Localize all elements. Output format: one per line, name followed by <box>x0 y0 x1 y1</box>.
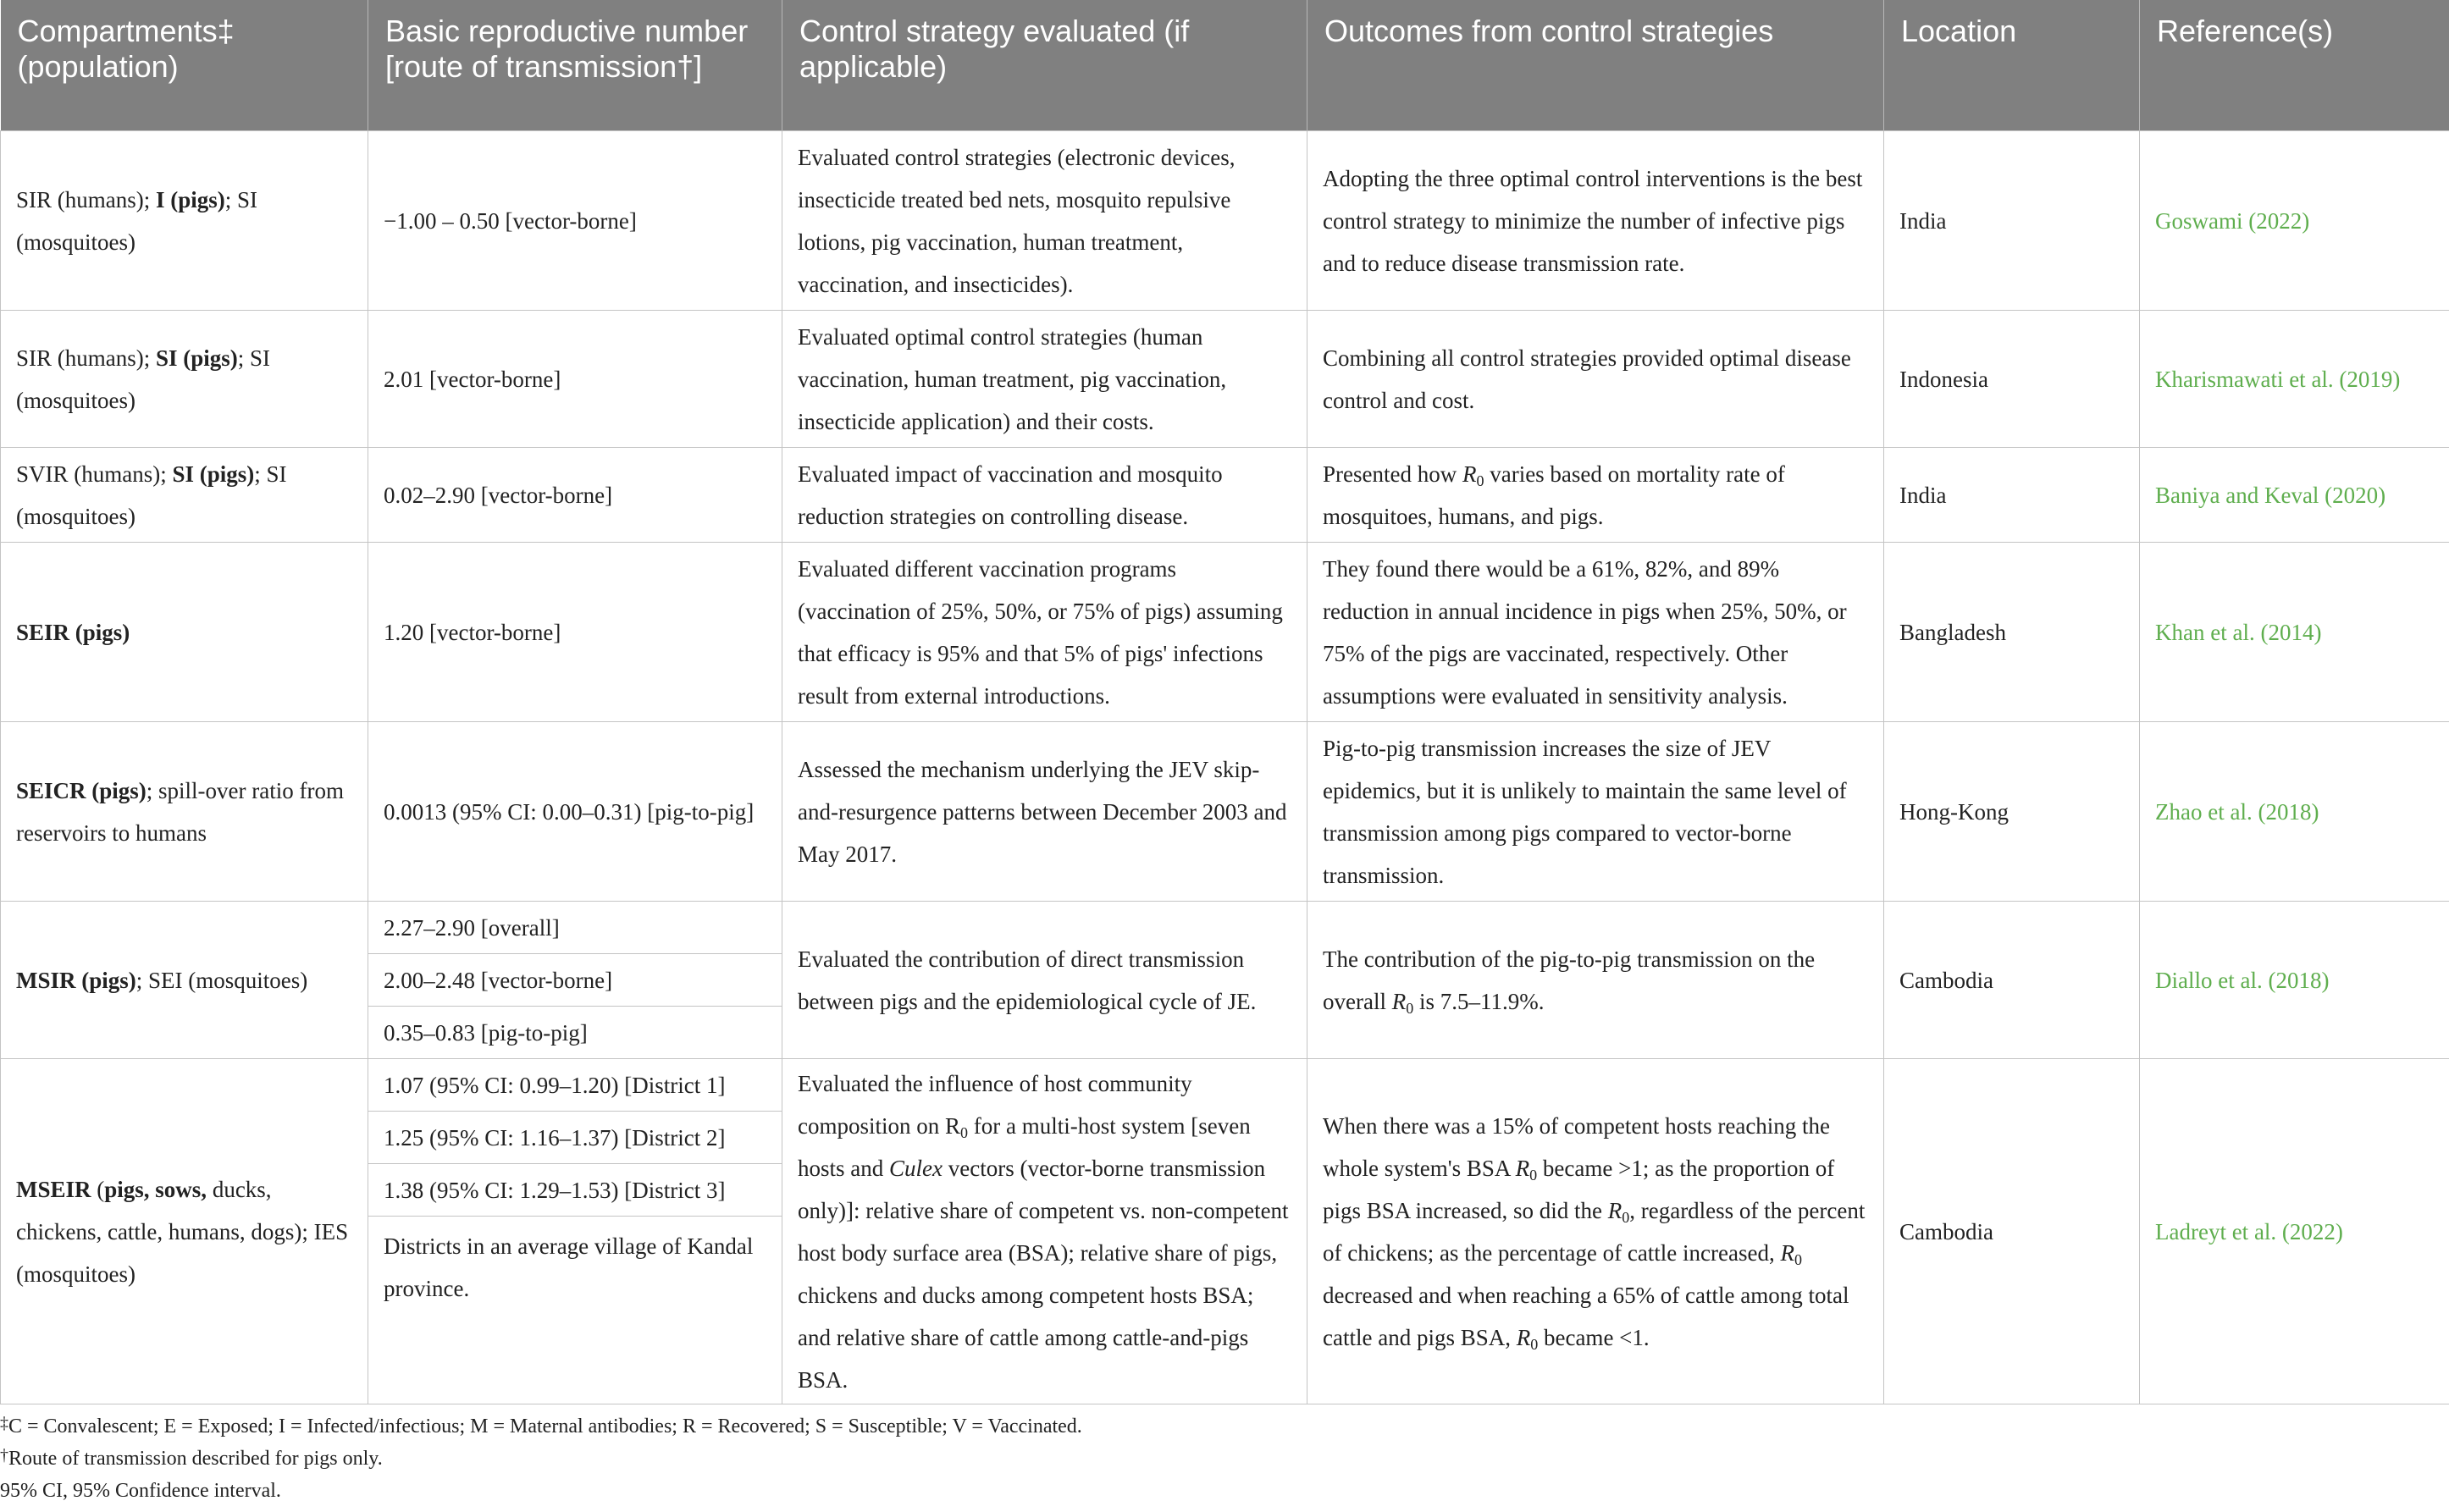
reference-link[interactable]: Kharismawati et al. (2019) <box>2140 311 2449 448</box>
cell-control: Evaluated the influence of host community composition on $R_0$ for a multi-host system [seven hosts and Culex vectors (vector-borne transmission only)]: relative share of competent vs. non-competent host body surface area (BSA); relative share of pigs, chickens and ducks among competent hosts BSA; and relative share of cattle among cattle-and-pigs BSA. <box>782 1059 1307 1404</box>
cell-location: Bangladesh <box>1884 543 2140 722</box>
cell-compartments: SIR (humans); SI (pigs); SI (mosquitoes) <box>1 311 368 448</box>
header-compartments: Compartments‡ (population) <box>1 0 368 131</box>
cell-compartments: MSEIR (pigs, sows, ducks, chickens, cattle, humans, dogs); IES (mosquitoes) <box>1 1059 368 1404</box>
header-r0: Basic reproductive number [route of transmission†] <box>368 0 782 131</box>
footnote-ci: 95% CI, 95% Confidence interval. <box>0 1480 281 1502</box>
cell-r0: 1.07 (95% CI: 0.99–1.20) [District 1] <box>368 1059 782 1112</box>
cell-location: Cambodia <box>1884 1059 2140 1404</box>
cell-compartments: MSIR (pigs); SEI (mosquitoes) <box>1 902 368 1059</box>
header-reference: Reference(s) <box>2140 0 2449 131</box>
cell-control: Evaluated impact of vaccination and mosquito reduction strategies on controlling disease. <box>782 448 1307 543</box>
cell-compartments: SEIR (pigs) <box>1 543 368 722</box>
cell-r0: −1.00 – 0.50 [vector-borne] <box>368 131 782 311</box>
cell-control: Evaluated different vaccination programs (vaccination of 25%, 50%, or 75% of pigs) assuming that efficacy is 95% and that 5% of pigs' infections result from external introductions. <box>782 543 1307 722</box>
cell-compartments: SIR (humans); I (pigs); SI (mosquitoes) <box>1 131 368 311</box>
reference-link[interactable]: Diallo et al. (2018) <box>2140 902 2449 1059</box>
cell-location: India <box>1884 448 2140 543</box>
table-row <box>1 543 2449 722</box>
reference-link[interactable]: Ladreyt et al. (2022) <box>2140 1059 2449 1404</box>
cell-r0-note: Districts in an average village of Kandal province. <box>368 1217 782 1404</box>
cell-outcome: They found there would be a 61%, 82%, and 89% reduction in annual incidence in pigs when 25%, 50%, or 75% of the pigs are vaccinated, respectively. Other assumptions were evaluated in sensitivity analysis. <box>1307 543 1884 722</box>
table-row <box>1 131 2449 311</box>
header-control: Control strategy evaluated (if applicable) <box>782 0 1307 131</box>
cell-outcome: Presented how $R_0$ varies based on mortality rate of mosquitoes, humans, and pigs. <box>1307 448 1884 543</box>
cell-r0: 2.01 [vector-borne] <box>368 311 782 448</box>
reference-link[interactable]: Goswami (2022) <box>2140 131 2449 311</box>
reference-link[interactable]: Baniya and Keval (2020) <box>2140 448 2449 543</box>
cell-outcome: Combining all control strategies provided optimal disease control and cost. <box>1307 311 1884 448</box>
table-row <box>1 448 2449 543</box>
table-row <box>1 722 2449 902</box>
header-outcomes: Outcomes from control strategies <box>1307 0 1884 131</box>
cell-r0: 0.35–0.83 [pig-to-pig] <box>368 1007 782 1059</box>
header-location: Location <box>1884 0 2140 131</box>
cell-r0: 0.0013 (95% CI: 0.00–0.31) [pig-to-pig] <box>368 722 782 902</box>
cell-location: Hong-Kong <box>1884 722 2140 902</box>
cell-control: Evaluated the contribution of direct transmission between pigs and the epidemiological cycle of JE. <box>782 902 1307 1059</box>
cell-r0: 1.25 (95% CI: 1.16–1.37) [District 2] <box>368 1112 782 1164</box>
cell-r0: 1.20 [vector-borne] <box>368 543 782 722</box>
cell-r0: 2.00–2.48 [vector-borne] <box>368 954 782 1007</box>
table-row <box>1 1059 2449 1112</box>
cell-r0: 2.27–2.90 [overall] <box>368 902 782 954</box>
table-row <box>1 311 2449 448</box>
reference-link[interactable]: Khan et al. (2014) <box>2140 543 2449 722</box>
cell-outcome: Pig-to-pig transmission increases the size of JEV epidemics, but it is unlikely to maintain the same level of transmission among pigs compared to vector-borne transmission. <box>1307 722 1884 902</box>
cell-outcome: Adopting the three optimal control interventions is the best control strategy to minimize the number of infective pigs and to reduce disease transmission rate. <box>1307 131 1884 311</box>
cell-location: Indonesia <box>1884 311 2140 448</box>
cell-control: Evaluated control strategies (electronic devices, insecticide treated bed nets, mosquito repulsive lotions, pig vaccination, human treatment, vaccination, and insecticides). <box>782 131 1307 311</box>
table-row <box>1 902 2449 954</box>
cell-compartments: SEICR (pigs); spill-over ratio from reservoirs to humans <box>1 722 368 902</box>
cell-control: Assessed the mechanism underlying the JEV skip-and-resurgence patterns between December 2003 and May 2017. <box>782 722 1307 902</box>
cell-r0: 0.02–2.90 [vector-borne] <box>368 448 782 543</box>
cell-compartments: SVIR (humans); SI (pigs); SI (mosquitoes) <box>1 448 368 543</box>
footnote-abbreviations: ‡C = Convalescent; E = Exposed; I = Infected/infectious; M = Maternal antibodies; R = Recovered; S = Susceptible; V = Vaccinated. <box>0 1414 1082 1438</box>
cell-control: Evaluated optimal control strategies (human vaccination, human treatment, pig vaccination, insecticide application) and their costs. <box>782 311 1307 448</box>
cell-outcome: When there was a 15% of competent hosts reaching the whole system's BSA $R_0$ became >1; as the proportion of pigs BSA increased, so did the $R_0$, regardless of the percent of chickens; as the percentage of cattle increased, $R_0$ decreased and when reaching a 65% of cattle among total cattle and pigs BSA, $R_0$ became <1. <box>1307 1059 1884 1404</box>
header-row <box>1 0 2449 131</box>
reference-link[interactable]: Zhao et al. (2018) <box>2140 722 2449 902</box>
cell-location: Cambodia <box>1884 902 2140 1059</box>
cell-r0: 1.38 (95% CI: 1.29–1.53) [District 3] <box>368 1164 782 1217</box>
cell-location: India <box>1884 131 2140 311</box>
cell-outcome: The contribution of the pig-to-pig transmission on the overall $R_0$ is 7.5–11.9%. <box>1307 902 1884 1059</box>
footnote-route: †Route of transmission described for pigs only. <box>0 1446 383 1470</box>
